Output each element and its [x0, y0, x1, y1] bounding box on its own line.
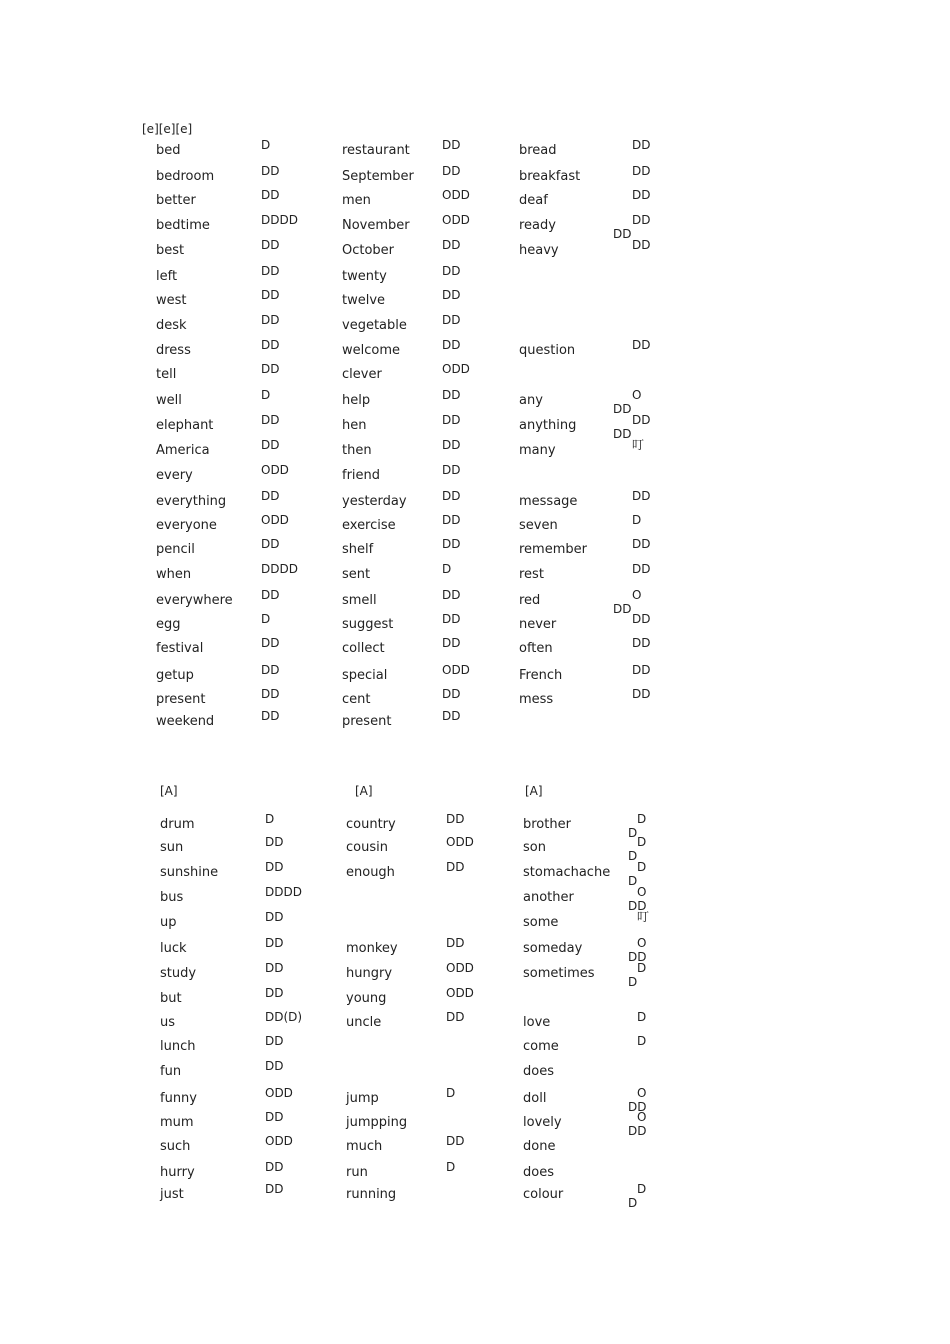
word: November: [342, 218, 410, 233]
word-meaning: DD: [442, 238, 461, 252]
word-meaning: 叮: [632, 438, 645, 452]
word-meaning: DD: [261, 238, 280, 252]
word: special: [342, 668, 388, 683]
word: study: [160, 966, 197, 981]
word: such: [160, 1139, 191, 1154]
word-meaning: DD: [265, 1182, 284, 1196]
word: funny: [160, 1091, 197, 1106]
word: pencil: [156, 542, 195, 557]
word-meaning: DD: [446, 812, 465, 826]
word-meaning: DD: [261, 537, 280, 551]
word: often: [519, 641, 553, 656]
word-meaning: DD: [632, 687, 651, 701]
word-meaning: DD: [442, 489, 461, 503]
word: restaurant: [342, 143, 410, 158]
word-meaning: ODD: [265, 1086, 293, 1100]
word-meaning: DD: [442, 513, 461, 527]
word: shelf: [342, 542, 374, 557]
word-meaning: DD: [265, 1034, 284, 1048]
word: exercise: [342, 518, 396, 533]
word: collect: [342, 641, 385, 656]
word: someday: [523, 941, 583, 956]
word: bread: [519, 143, 557, 158]
word: clever: [342, 367, 382, 382]
word-meaning: D: [261, 612, 271, 626]
word: September: [342, 169, 414, 184]
word-meaning: DD: [265, 936, 284, 950]
word: country: [346, 817, 396, 832]
word-meaning: D: [637, 860, 647, 874]
word-meaning-line2: DD: [628, 1100, 647, 1111]
word: breakfast: [519, 169, 581, 184]
word: dress: [156, 343, 191, 358]
word-meaning: D: [637, 835, 647, 849]
word-meaning: DD: [261, 264, 280, 278]
word: young: [346, 991, 387, 1006]
word: jump: [346, 1091, 379, 1106]
word: brother: [523, 817, 571, 832]
word: men: [342, 193, 371, 208]
word-meaning: ODD: [261, 463, 289, 477]
word-meaning: DD: [632, 164, 651, 178]
word-meaning: DD: [265, 1059, 284, 1073]
word-meaning: DD: [265, 860, 284, 874]
word-meaning: DD: [261, 438, 280, 452]
word: left: [156, 269, 178, 284]
word-meaning: DD: [442, 537, 461, 551]
word: better: [156, 193, 196, 208]
word: welcome: [342, 343, 401, 358]
word-meaning-line2: DD: [613, 602, 632, 613]
word-meaning: DD: [261, 489, 280, 503]
word: question: [519, 343, 576, 358]
word-meaning: DD: [261, 636, 280, 650]
word-meaning: ODD: [446, 961, 474, 975]
word-meaning: ODD: [265, 1134, 293, 1148]
word: well: [156, 393, 182, 408]
word-meaning: DD: [632, 238, 651, 252]
word-meaning: DD: [632, 188, 651, 202]
word: America: [156, 443, 210, 458]
word: help: [342, 393, 371, 408]
word-meaning: O: [637, 936, 647, 950]
word: when: [156, 567, 192, 582]
word-meaning: DD: [261, 709, 280, 723]
word-meaning: DD: [261, 362, 280, 376]
word-meaning: DD: [261, 288, 280, 302]
word-meaning-line2: D: [628, 874, 638, 885]
word: bus: [160, 890, 184, 905]
word-meaning: DD: [442, 588, 461, 602]
word: hungry: [346, 966, 393, 981]
word-meaning: D: [261, 388, 271, 402]
word: much: [346, 1139, 383, 1154]
word: never: [519, 617, 557, 632]
word: love: [523, 1015, 551, 1030]
word: sent: [342, 567, 371, 582]
word-meaning: D: [265, 812, 275, 826]
word-meaning: DD: [632, 612, 651, 626]
word-meaning-line2: DD: [628, 1124, 647, 1135]
word-meaning: DD: [632, 338, 651, 352]
word: friend: [342, 468, 381, 483]
word: present: [342, 714, 392, 729]
word-meaning: D: [632, 513, 642, 527]
word-meaning: DDDD: [261, 562, 298, 576]
word-meaning: DD: [632, 138, 651, 152]
word-meaning-line2: D: [628, 1196, 638, 1207]
word-meaning: O: [637, 1086, 647, 1100]
section1-header: [e][e][e]: [142, 122, 193, 136]
word-meaning: DD: [265, 910, 284, 924]
section2-col1-header: [A]: [160, 784, 178, 798]
word: getup: [156, 668, 194, 683]
word: some: [523, 915, 559, 930]
word: weekend: [156, 714, 215, 729]
word: best: [156, 243, 185, 258]
word-meaning: DD: [265, 961, 284, 975]
word: but: [160, 991, 182, 1006]
word: us: [160, 1015, 176, 1030]
word: egg: [156, 617, 181, 632]
word-meaning: ODD: [442, 362, 470, 376]
word: remember: [519, 542, 587, 557]
word-meaning: D: [261, 138, 271, 152]
word-meaning: ODD: [446, 986, 474, 1000]
word-meaning: DD: [442, 463, 461, 477]
word: drum: [160, 817, 195, 832]
word-meaning: DD: [261, 188, 280, 202]
word-meaning: DD: [261, 663, 280, 677]
word: everything: [156, 494, 227, 509]
word-meaning: D: [446, 1160, 456, 1174]
word: sometimes: [523, 966, 595, 981]
word: run: [346, 1165, 368, 1180]
word-meaning: DD: [442, 338, 461, 352]
word-meaning: O: [632, 588, 642, 602]
word: hen: [342, 418, 367, 433]
word: does: [523, 1064, 554, 1079]
word-meaning: DD: [632, 537, 651, 551]
word: uncle: [346, 1015, 382, 1030]
word: seven: [519, 518, 558, 533]
word: heavy: [519, 243, 559, 258]
word-meaning: DD: [261, 413, 280, 427]
word: cousin: [346, 840, 388, 855]
word: red: [519, 593, 541, 608]
word: running: [346, 1187, 397, 1202]
word: luck: [160, 941, 187, 956]
word: lunch: [160, 1039, 196, 1054]
word-meaning: O: [632, 388, 642, 402]
word: rest: [519, 567, 544, 582]
word-meaning: DD: [442, 709, 461, 723]
word-meaning: DD: [442, 313, 461, 327]
word: then: [342, 443, 372, 458]
word-meaning: DD: [446, 1134, 465, 1148]
word: bedtime: [156, 218, 210, 233]
word-meaning: DD: [632, 636, 651, 650]
word-meaning: DD: [442, 438, 461, 452]
word: suggest: [342, 617, 394, 632]
word-meaning-line2: D: [628, 849, 638, 860]
word-meaning: DD: [261, 687, 280, 701]
word: son: [523, 840, 546, 855]
word: come: [523, 1039, 559, 1054]
word: bedroom: [156, 169, 215, 184]
word-meaning: DD: [446, 860, 465, 874]
word: hurry: [160, 1165, 195, 1180]
word: any: [519, 393, 543, 408]
word: every: [156, 468, 193, 483]
word-meaning: D: [637, 812, 647, 826]
word-meaning-line2: DD: [613, 402, 632, 413]
word: fun: [160, 1064, 182, 1079]
word: twelve: [342, 293, 386, 308]
word-meaning: DD: [261, 164, 280, 178]
word: doll: [523, 1091, 547, 1106]
word-meaning: DD: [442, 164, 461, 178]
word: mum: [160, 1115, 194, 1130]
word: message: [519, 494, 578, 509]
word-meaning: DD: [442, 612, 461, 626]
word-meaning-line2: DD: [613, 427, 632, 438]
word: lovely: [523, 1115, 562, 1130]
word: done: [523, 1139, 556, 1154]
word-meaning: DD: [265, 835, 284, 849]
word-meaning: DDDD: [261, 213, 298, 227]
word: smell: [342, 593, 377, 608]
word-meaning: ODD: [442, 663, 470, 677]
word: French: [519, 668, 563, 683]
word: festival: [156, 641, 204, 656]
word: stomachache: [523, 865, 611, 880]
word-meaning: DD: [265, 1160, 284, 1174]
word-meaning-line2: D: [628, 975, 638, 986]
word-meaning: D: [637, 1010, 647, 1024]
word-meaning: DD: [442, 138, 461, 152]
word: west: [156, 293, 187, 308]
word-meaning: D: [637, 961, 647, 975]
section2-col3-header: [A]: [525, 784, 543, 798]
word: enough: [346, 865, 395, 880]
word-meaning: DD: [442, 687, 461, 701]
word: vegetable: [342, 318, 407, 333]
word: does: [523, 1165, 554, 1180]
word-meaning: DD: [261, 313, 280, 327]
word-meaning: ODD: [442, 188, 470, 202]
word-meaning: D: [442, 562, 452, 576]
word-meaning: ODD: [442, 213, 470, 227]
section2-col2-header: [A]: [355, 784, 373, 798]
word-meaning: DD: [632, 413, 651, 427]
word-meaning: 叮: [637, 910, 650, 924]
word-meaning: ODD: [261, 513, 289, 527]
word-meaning-line2: DD: [628, 899, 647, 910]
word: October: [342, 243, 395, 258]
word-meaning: DD: [632, 213, 651, 227]
word-meaning: DD: [632, 663, 651, 677]
word: up: [160, 915, 177, 930]
word: desk: [156, 318, 187, 333]
word-meaning: DD: [265, 986, 284, 1000]
word: present: [156, 692, 206, 707]
word-meaning: ODD: [446, 835, 474, 849]
word: monkey: [346, 941, 398, 956]
word: cent: [342, 692, 371, 707]
word-meaning: DD: [261, 588, 280, 602]
word-meaning: DD: [442, 388, 461, 402]
word: yesterday: [342, 494, 407, 509]
word-meaning-line2: D: [628, 826, 638, 837]
word: sunshine: [160, 865, 219, 880]
word: anything: [519, 418, 577, 433]
word-meaning: D: [637, 1182, 647, 1196]
word-meaning: DD: [442, 413, 461, 427]
word: everywhere: [156, 593, 233, 608]
word-meaning: DD: [632, 489, 651, 503]
word: another: [523, 890, 574, 905]
word-meaning: D: [446, 1086, 456, 1100]
word-meaning: DDDD: [265, 885, 302, 899]
word: bed: [156, 143, 181, 158]
word-meaning: DD: [261, 338, 280, 352]
word-meaning-line2: DD: [628, 950, 647, 961]
word: many: [519, 443, 556, 458]
word: mess: [519, 692, 554, 707]
word-meaning: O: [637, 885, 647, 899]
word: everyone: [156, 518, 217, 533]
word: jumpping: [346, 1115, 408, 1130]
word: ready: [519, 218, 556, 233]
word: sun: [160, 840, 184, 855]
word: tell: [156, 367, 177, 382]
word-meaning: DD: [265, 1110, 284, 1124]
word: deaf: [519, 193, 548, 208]
word-meaning-line2: DD: [613, 227, 632, 238]
word: elephant: [156, 418, 214, 433]
word-meaning: DD: [632, 562, 651, 576]
word-meaning: DD(D): [265, 1010, 303, 1024]
word: twenty: [342, 269, 387, 284]
word-meaning: O: [637, 1110, 647, 1124]
word: colour: [523, 1187, 564, 1202]
word-meaning: DD: [442, 288, 461, 302]
word: just: [160, 1187, 184, 1202]
word-meaning: DD: [446, 936, 465, 950]
word-meaning: DD: [442, 636, 461, 650]
word-meaning: D: [637, 1034, 647, 1048]
word-meaning: DD: [442, 264, 461, 278]
word-meaning: DD: [446, 1010, 465, 1024]
